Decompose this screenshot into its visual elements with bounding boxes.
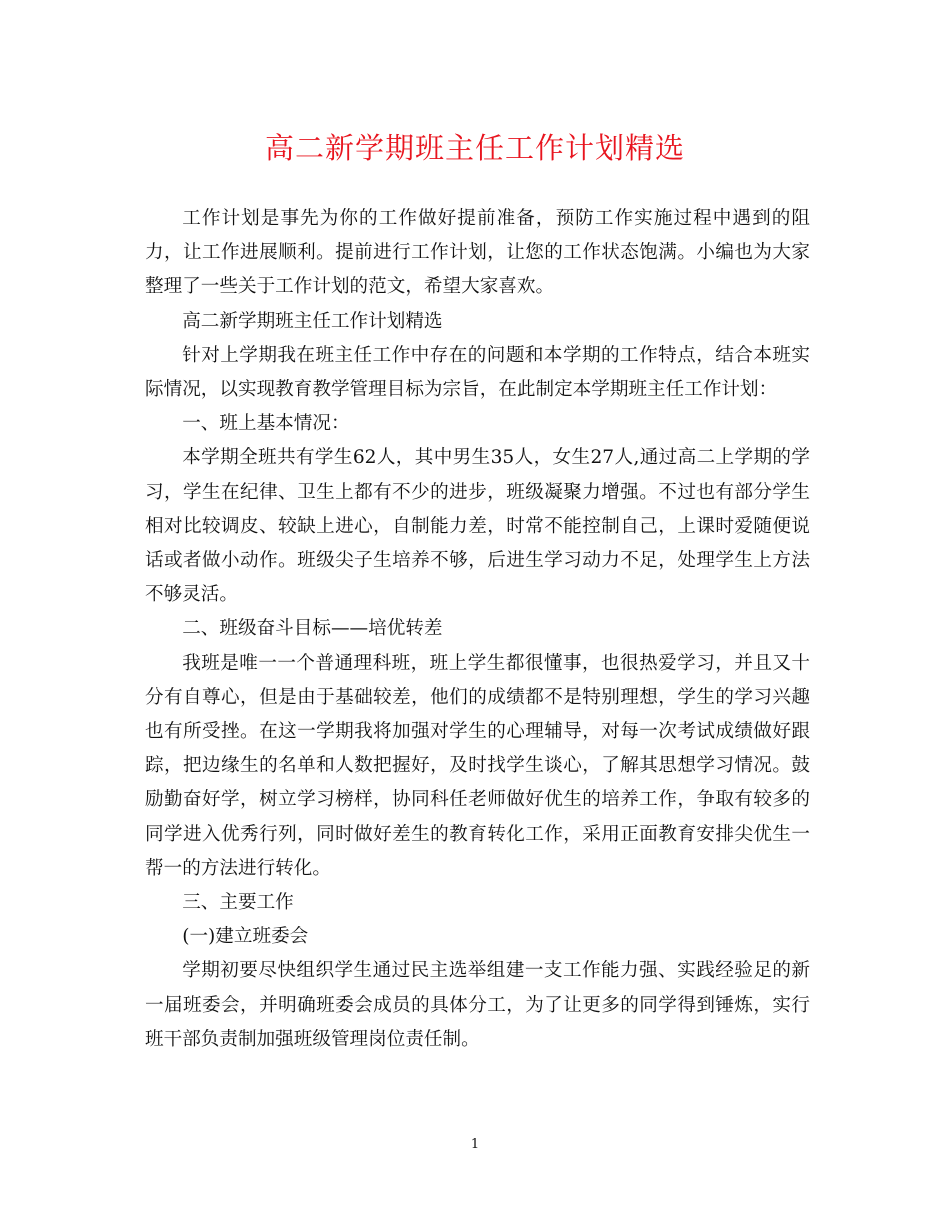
document-title: 高二新学期班主任工作计划精选 — [264, 131, 685, 165]
class-situation-paragraph: 本学期全班共有学生62人，其中男生35人，女生27人,通过高二上学期的学习，学生在纪律、卫生上都有不少的进步，班级凝聚力增强。不过也有部分学生相对比较调皮、较缺上进心，自制能力差，时常不能控制自己，上课时爱随便说话或者做小动作。班级尖子生培养不够，后进生学习动力不足，处理学生上方法不够灵活。 — [145, 447, 810, 606]
intro-paragraph: 工作计划是事先为你的工作做好提前准备，预防工作实施过程中遇到的阻力，让工作进展顺利。提前进行工作计划，让您的工作状态饱满。小编也为大家整理了一些关于工作计划的范文，希望大家喜欢。 — [145, 208, 810, 298]
document-body — [145, 202, 810, 1057]
class-goal-paragraph: 我班是唯一一个普通理科班，班上学生都很懂事，也很热爱学习，并且又十分有自尊心，但是由于基础较差，他们的成绩都不是特别理想，学生的学习兴趣也有所受挫。在这一学期我将加强对学生的心理辅导，对每一次考试成绩做好跟踪，把边缘生的名单和人数把握好，及时找学生谈心，了解其思想学习情况。鼓励勤奋好学，树立学习榜样，协同科任老师做好优生的培养工作，争取有较多的同学进入优秀行列，同时做好差生的教育转化工作，采用正面教育安排尖优生一帮一的方法进行转化。 — [145, 652, 810, 879]
preface-paragraph: 针对上学期我在班主任工作中存在的问题和本学期的工作特点，结合本班实际情况，以实现教育教学管理目标为宗旨，在此制定本学期班主任工作计划： — [145, 344, 810, 401]
page-number: 1 — [470, 1137, 480, 1152]
section-heading-3: 三、主要工作 — [182, 892, 294, 914]
subsection-heading-1: (一)建立班委会 — [182, 926, 309, 948]
section-heading-1: 一、班上基本情况： — [182, 413, 350, 435]
subtitle-paragraph: 高二新学期班主任工作计划精选 — [182, 310, 443, 332]
section-heading-2: 二、班级奋斗目标——培优转差 — [182, 618, 443, 640]
class-committee-paragraph: 学期初要尽快组织学生通过民主选举组建一支工作能力强、实践经验足的新一届班委会，并明确班委会成员的具体分工，为了让更多的同学得到锤炼，实行班干部负责制加强班级管理岗位责任制。 — [145, 960, 810, 1050]
